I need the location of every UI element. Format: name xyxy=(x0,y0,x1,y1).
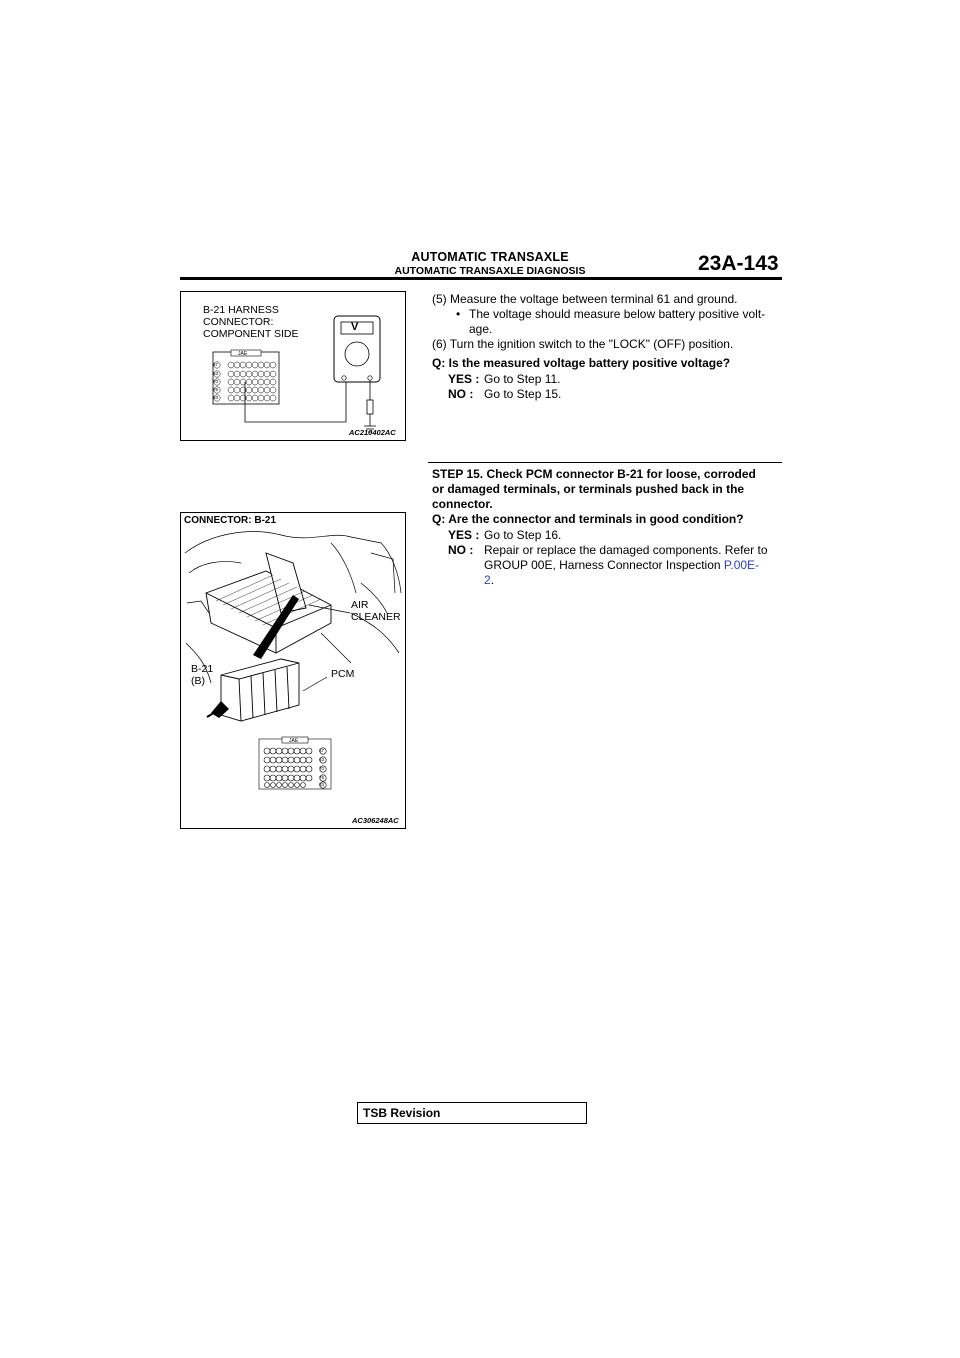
step15-heading-line2: or damaged terminals, or terminals pushed back in the xyxy=(432,482,745,496)
figure1-label-line1: B-21 HARNESS xyxy=(203,304,279,316)
figure2-pin-76: 76 xyxy=(319,775,325,780)
step15-no-line2-text: GROUP 00E, Harness Connector Inspection xyxy=(484,558,724,572)
step15-rule xyxy=(428,462,782,463)
pcm-label: PCM xyxy=(331,668,355,680)
figure1-connector-mark: JAE xyxy=(238,351,248,357)
step15-heading-line1: STEP 15. Check PCM connector B-21 for loose, corroded xyxy=(432,467,756,481)
air-cleaner-label-line1: AIR xyxy=(351,599,369,611)
section-subtitle: AUTOMATIC TRANSAXLE DIAGNOSIS xyxy=(394,265,586,277)
figure1-pin-83: 83 xyxy=(213,395,219,400)
step14-yes-text: Go to Step 11. xyxy=(484,372,561,386)
pcm-unit xyxy=(221,659,299,721)
figure-connector-location xyxy=(180,512,406,829)
step15-no-line2 xyxy=(484,558,784,573)
figure1-pin-63: 63 xyxy=(213,371,219,376)
step14-bullet-line2: age. xyxy=(469,322,493,336)
step15-no-line3-tail: . xyxy=(490,573,495,587)
harness-inspection-link[interactable]: P.00E- xyxy=(723,558,760,572)
air-cleaner-label xyxy=(351,599,401,623)
header-rule xyxy=(180,277,782,280)
section-title: AUTOMATIC TRANSAXLE xyxy=(411,250,569,264)
step14-bullet-line1: The voltage should measure below battery positive volt- xyxy=(469,307,766,321)
figure1-pin-70: 70 xyxy=(213,379,219,384)
step14-item5: (5) Measure the voltage between terminal 61 and ground. xyxy=(432,292,738,306)
figure1-label-line2: CONNECTOR: xyxy=(203,316,274,328)
step15-yes-label: YES : xyxy=(448,528,480,542)
step14-no-text: Go to Step 15. xyxy=(484,387,562,401)
figure2-pin-57: 57 xyxy=(319,748,325,753)
bullet-dot: • xyxy=(456,307,461,321)
figure1-pin-76: 76 xyxy=(213,387,219,392)
figure2-connector-mark: JAE xyxy=(289,738,299,744)
step14-no-label: NO : xyxy=(448,387,474,401)
figure1-meter-symbol: V xyxy=(351,321,359,333)
page-number: 23A-143 xyxy=(698,252,779,275)
b21-label xyxy=(191,663,213,687)
figure1-code: AC210402AC xyxy=(349,428,396,437)
b21-label-line2: (B) xyxy=(191,675,205,687)
figure2-drawing xyxy=(181,513,405,828)
step15-yes-text: Go to Step 16. xyxy=(484,528,562,542)
step14-question: Q: Is the measured voltage battery positive voltage? xyxy=(432,356,731,370)
figure2-pin-83: 83 xyxy=(319,782,325,787)
ground-probe xyxy=(367,400,373,414)
step15-no-label: NO : xyxy=(448,543,474,557)
b21-label-line1: B-21 xyxy=(191,663,214,675)
figure2-code: AC306248AC xyxy=(352,816,399,825)
figure2-pin-63: 63 xyxy=(319,757,325,762)
step14-yes-label: YES : xyxy=(448,372,480,386)
figure2-pin-70: 70 xyxy=(319,766,325,771)
step15-no-line1: Repair or replace the damaged components. Refer to xyxy=(484,543,768,557)
tsb-revision-label: TSB Revision xyxy=(363,1106,441,1120)
figure1-pin-57: 57 xyxy=(213,362,219,367)
step15-question: Q: Are the connector and terminals in good condition? xyxy=(432,512,744,526)
tsb-revision-box xyxy=(357,1102,587,1124)
step15-heading-line3: connector. xyxy=(432,497,493,511)
harness-inspection-link-cont[interactable]: 2 xyxy=(484,573,491,587)
figure2-title: CONNECTOR: B-21 xyxy=(184,515,277,526)
air-cleaner-label-line2: CLEANER xyxy=(351,611,401,623)
step15-no-line3 xyxy=(484,573,494,588)
figure1-label-line3: COMPONENT SIDE xyxy=(203,328,299,340)
figure-voltage-measurement xyxy=(180,291,406,441)
step14-item6: (6) Turn the ignition switch to the "LOCK" (OFF) position. xyxy=(432,337,734,351)
